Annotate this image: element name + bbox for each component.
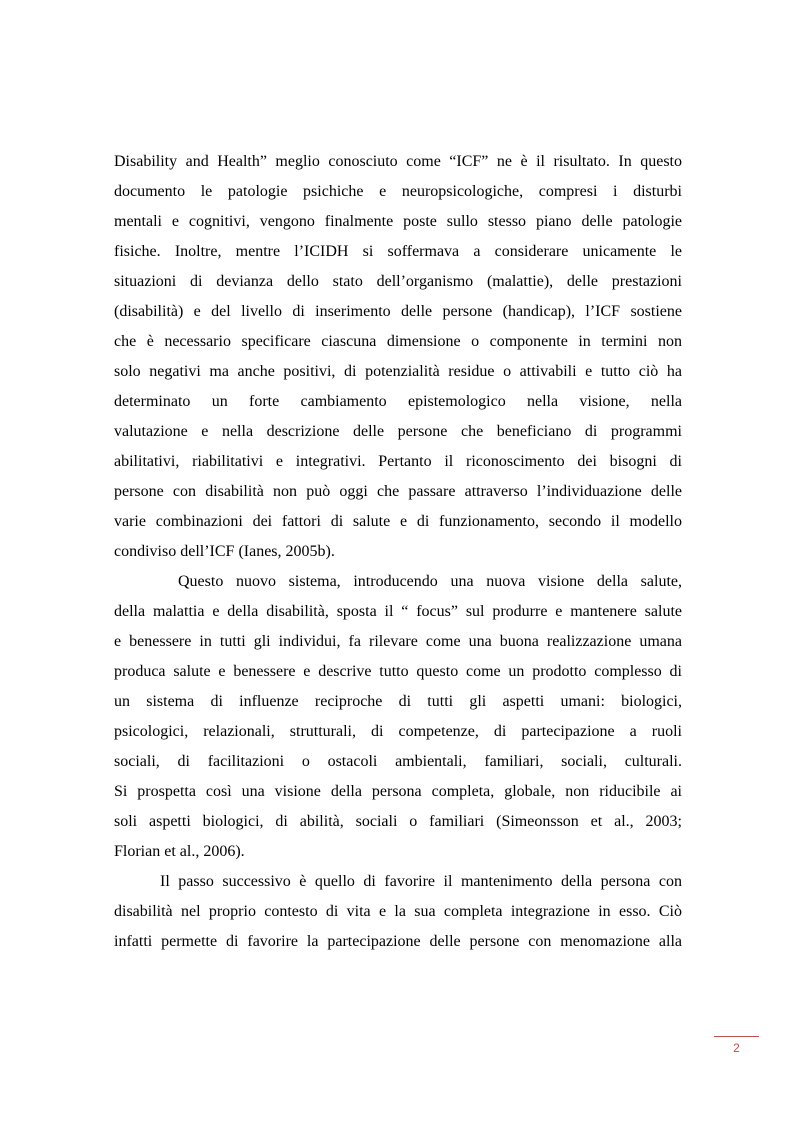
text-line: infatti permette di favorire la partecipazione delle persone con menomazione alla	[114, 933, 682, 950]
text-line: situazioni di devianza dello stato dell’organismo (malattie), delle prestazioni	[114, 273, 682, 290]
text-line: un sistema di influenze reciproche di tutti gli aspetti umani: biologici,	[114, 693, 682, 710]
text-line: Si prospetta così una visione della persona completa, globale, non riducibile ai	[114, 783, 682, 800]
text-line: fisiche. Inoltre, mentre l’ICIDH si soffermava a considerare unicamente le	[114, 243, 682, 260]
text-line: soli aspetti biologici, di abilità, sociali o familiari (Simeonsson et al., 2003;	[114, 813, 682, 830]
text-line: condiviso dell’ICF (Ianes, 2005b).	[114, 543, 335, 560]
paragraph-1	[114, 147, 682, 567]
text-line: produca salute e benessere e descrive tutto questo come un prodotto complesso di	[114, 663, 682, 680]
paragraph-3	[114, 867, 682, 957]
text-line: della malattia e della disabilità, sposta il “ focus” sul produrre e mantenere salute	[114, 603, 682, 620]
text-line: abilitativi, riabilitativi e integrativi. Pertanto il riconoscimento dei bisogni di	[114, 453, 682, 470]
text-line: persone con disabilità non può oggi che passare attraverso l’individuazione delle	[114, 483, 682, 500]
text-line: sociali, di facilitazioni o ostacoli ambientali, familiari, sociali, culturali.	[114, 753, 682, 770]
text-line: Questo nuovo sistema, introducendo una nuova visione della salute,	[178, 573, 682, 590]
text-line: documento le patologie psichiche e neuropsicologiche, compresi i disturbi	[114, 183, 682, 200]
page-number: 2	[733, 1041, 740, 1055]
text-line: solo negativi ma anche positivi, di potenzialità residue o attivabili e tutto ciò ha	[114, 363, 682, 380]
text-line: e benessere in tutti gli individui, fa rilevare come una buona realizzazione umana	[114, 633, 682, 650]
text-line: (disabilità) e del livello di inserimento delle persone (handicap), l’ICF sostiene	[114, 303, 682, 320]
text-line: disabilità nel proprio contesto di vita e la sua completa integrazione in esso. Ciò	[114, 903, 682, 920]
text-line: valutazione e nella descrizione delle persone che beneficiano di programmi	[114, 423, 682, 440]
document-body	[114, 147, 682, 957]
text-line: mentali e cognitivi, vengono finalmente poste sullo stesso piano delle patologie	[114, 213, 682, 230]
text-line: determinato un forte cambiamento epistemologico nella visione, nella	[114, 393, 682, 410]
paragraph-2	[114, 567, 682, 867]
text-line: che è necessario specificare ciascuna dimensione o componente in termini non	[114, 333, 682, 350]
text-line: varie combinazioni dei fattori di salute e di funzionamento, secondo il modello	[114, 513, 682, 530]
text-line: Florian et al., 2006).	[114, 843, 245, 860]
footer-divider	[714, 1036, 759, 1037]
text-line: Il passo successivo è quello di favorire il mantenimento della persona con	[160, 873, 682, 890]
text-line: psicologici, relazionali, strutturali, di competenze, di partecipazione a ruoli	[114, 723, 682, 740]
text-line: Disability and Health” meglio conosciuto come “ICF” ne è il risultato. In questo	[114, 153, 682, 170]
